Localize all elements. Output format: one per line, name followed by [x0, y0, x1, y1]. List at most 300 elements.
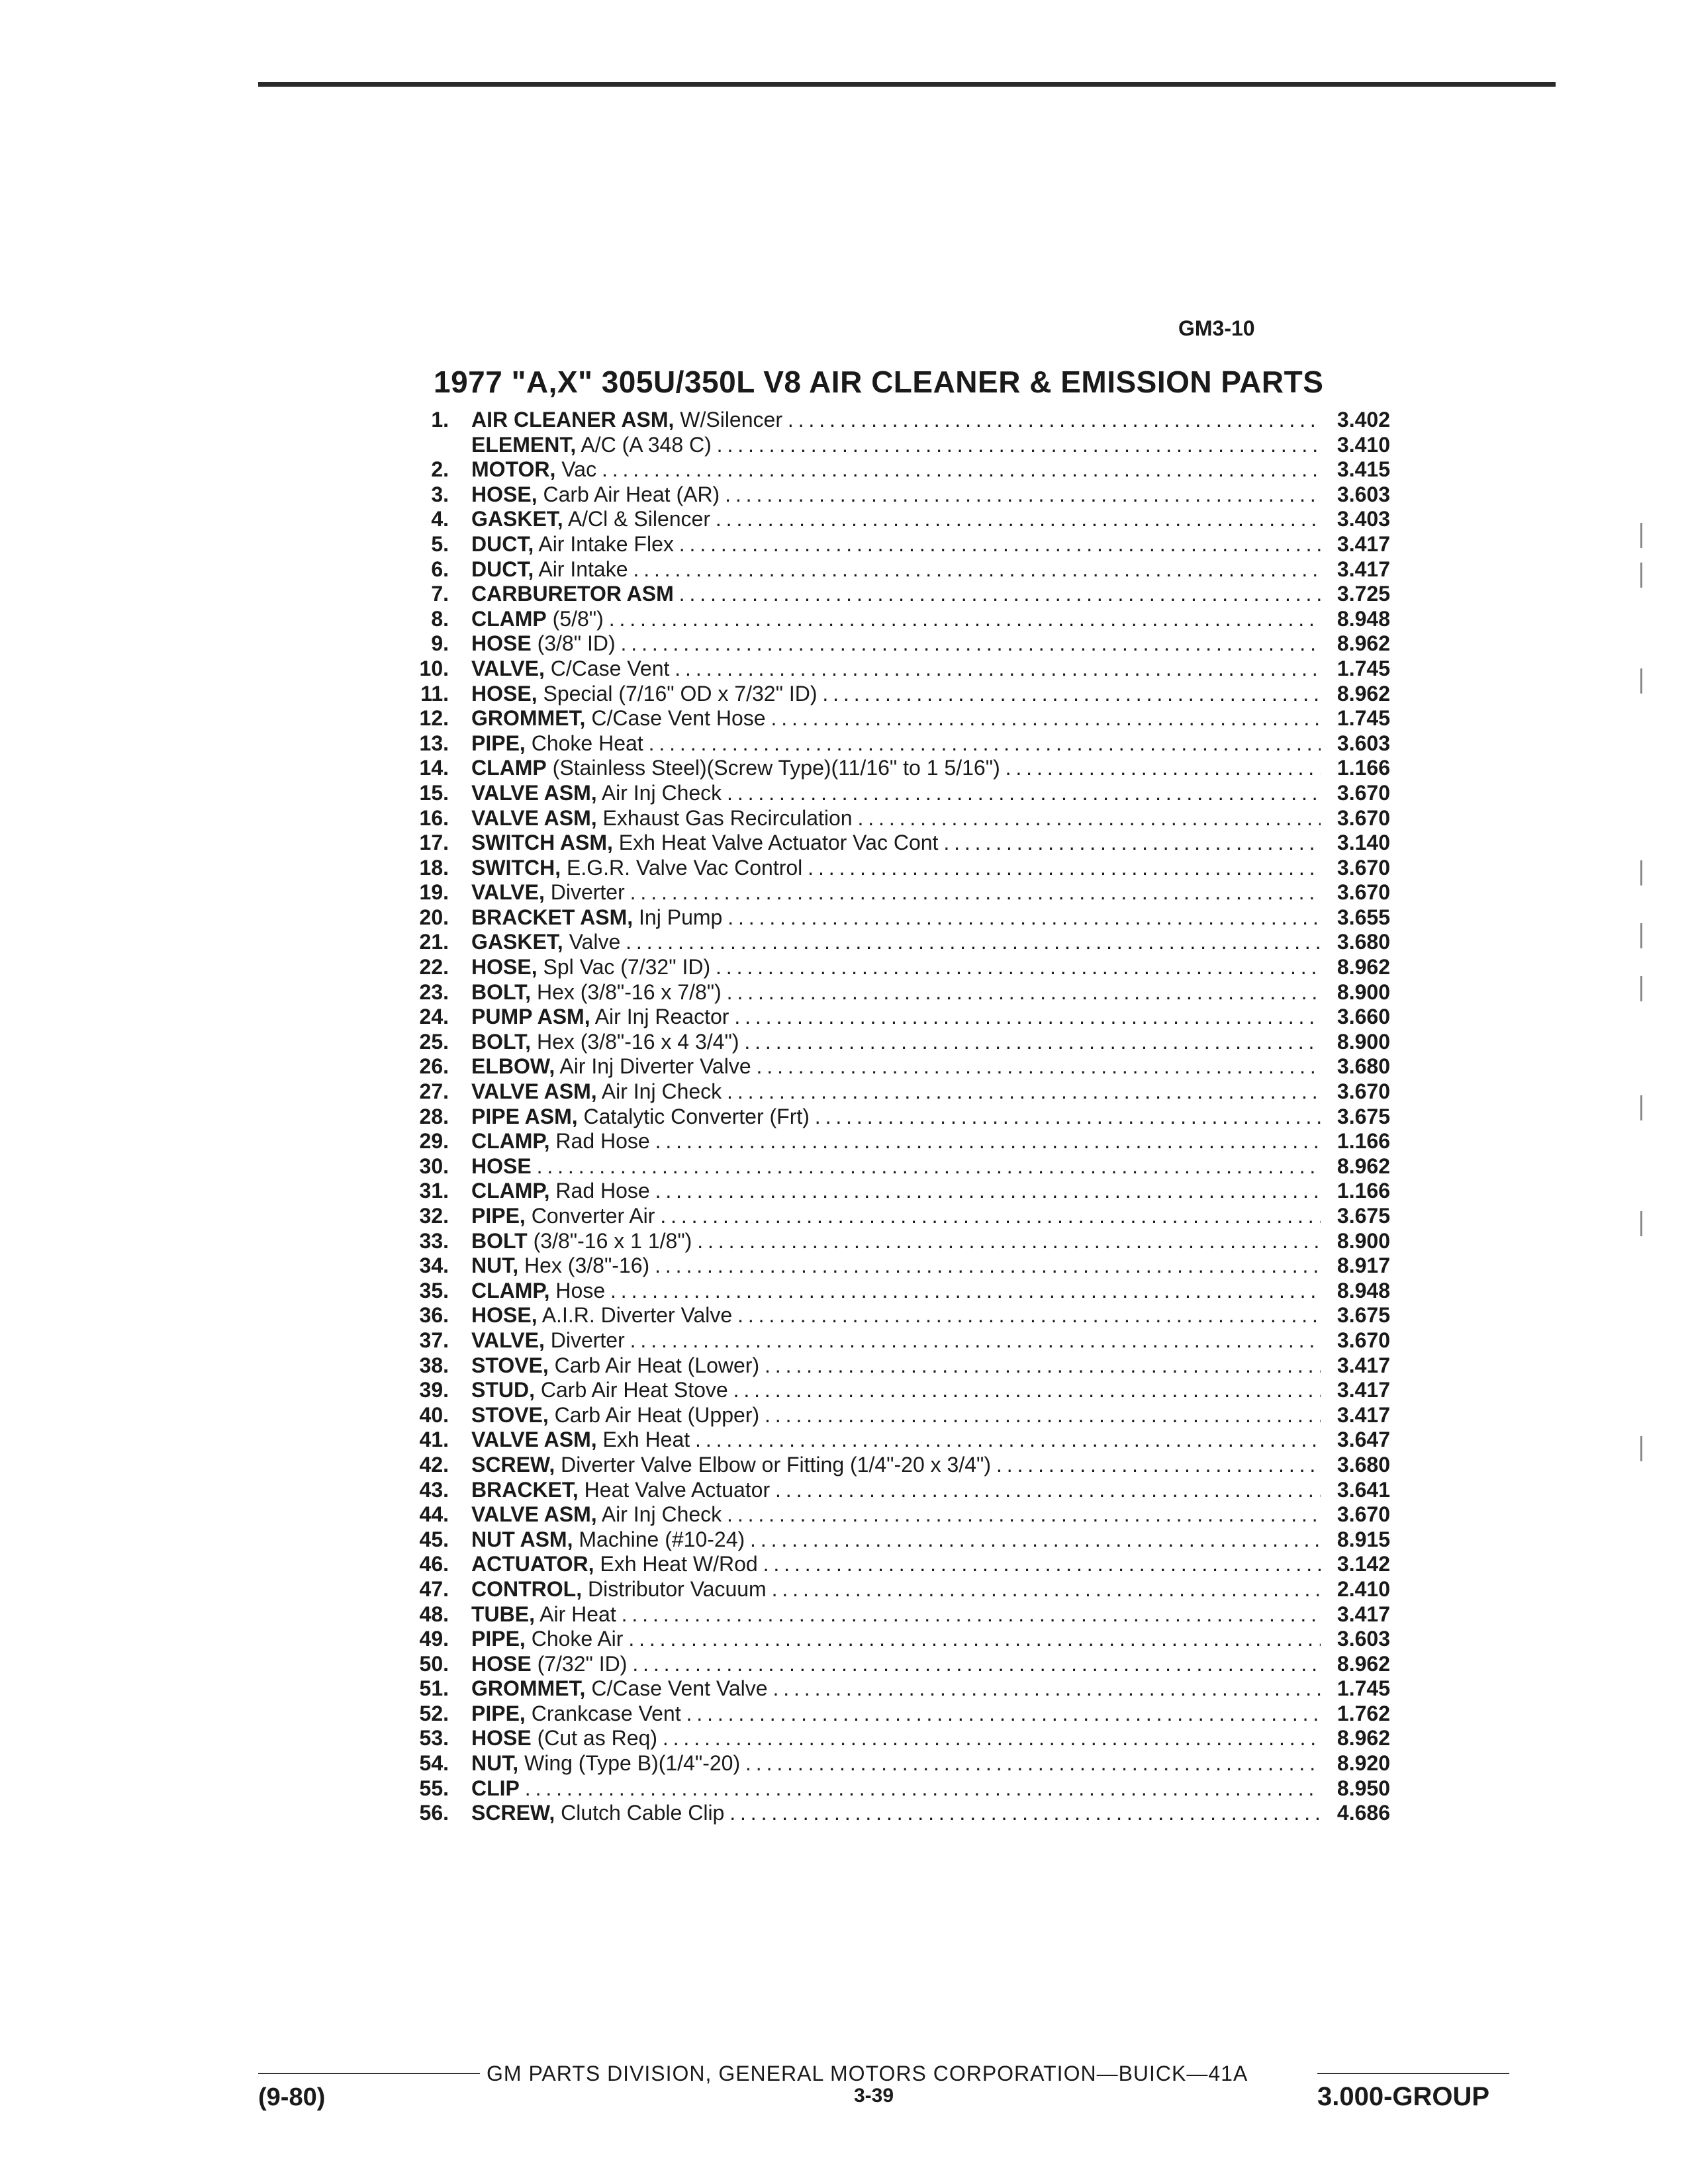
group-number: 1.745 — [1321, 1676, 1390, 1702]
part-name: VALVE ASM, — [471, 1079, 597, 1104]
part-row — [397, 1378, 1390, 1403]
part-detail: Wing (Type B)(1/4"-20) — [518, 1751, 741, 1776]
part-row — [397, 1751, 1390, 1776]
part-detail: Choke Heat — [525, 731, 643, 755]
part-name: BOLT — [471, 1228, 528, 1253]
part-name: STOVE, — [471, 1402, 549, 1427]
part-name: VALVE, — [471, 656, 545, 680]
part-number: 22. — [419, 955, 449, 979]
part-detail: Exh Heat W/Rod — [594, 1552, 758, 1576]
part-description — [471, 433, 1325, 458]
part-detail: (Stainless Steel)(Screw Type)(11/16" to 1 5/16") — [546, 756, 1000, 780]
part-name: VALVE ASM, — [471, 805, 597, 830]
part-row — [397, 856, 1390, 881]
part-detail: C/Case Vent Valve — [585, 1676, 768, 1701]
part-row — [397, 507, 1390, 532]
part-row — [397, 1353, 1390, 1379]
part-number: 19. — [419, 880, 449, 905]
part-number: 34. — [419, 1253, 449, 1278]
part-number: 29. — [419, 1129, 449, 1154]
part-row — [397, 1204, 1390, 1229]
part-number: 41. — [419, 1428, 449, 1452]
part-description — [471, 1478, 1325, 1503]
part-row — [397, 880, 1390, 905]
margin-mark — [1640, 1095, 1642, 1120]
group-number: 3.680 — [1321, 1054, 1390, 1079]
part-name: GROMMET, — [471, 706, 586, 731]
part-detail: Exh Heat — [596, 1428, 690, 1452]
parts-list — [397, 408, 1390, 1826]
part-detail: Carb Air Heat (Upper) — [548, 1402, 760, 1427]
part-name: STUD, — [471, 1378, 535, 1402]
part-row — [397, 1676, 1390, 1702]
part-row — [397, 1229, 1390, 1254]
part-detail: W/Silencer — [674, 408, 782, 432]
margin-mark — [1640, 860, 1642, 886]
part-name: ELEMENT, — [471, 432, 577, 457]
part-number: 24. — [419, 1005, 449, 1029]
part-row — [397, 831, 1390, 856]
part-name: VALVE ASM, — [471, 780, 597, 805]
part-description — [471, 631, 1325, 657]
part-detail: E.G.R. Valve Vac Control — [561, 855, 803, 880]
part-detail: Hex (3/8"-16 x 7/8") — [531, 979, 722, 1004]
part-number: 23. — [419, 979, 449, 1004]
part-name: CLAMP, — [471, 1278, 550, 1302]
part-name: CLAMP — [471, 606, 547, 631]
part-row — [397, 756, 1390, 781]
part-detail: Special (7/16" OD x 7/32" ID) — [537, 681, 818, 705]
part-row — [397, 1005, 1390, 1030]
part-name: DUCT, — [471, 557, 534, 581]
part-detail: Inj Pump — [633, 905, 723, 929]
part-number: 52. — [419, 1701, 449, 1725]
part-row — [397, 1527, 1390, 1553]
part-row — [397, 631, 1390, 657]
part-name: HOSE — [471, 631, 532, 656]
part-name: NUT, — [471, 1253, 519, 1278]
group-number: 3.670 — [1321, 856, 1390, 881]
group-number: 3.417 — [1321, 1602, 1390, 1627]
margin-mark — [1640, 923, 1642, 948]
part-row — [397, 1453, 1390, 1478]
part-detail: Diverter Valve Elbow or Fitting (1/4"-20 x 3/4") — [555, 1452, 992, 1477]
footer-rule — [258, 2073, 480, 2074]
part-row — [397, 1154, 1390, 1179]
part-name: VALVE ASM, — [471, 1428, 597, 1452]
part-row — [397, 1428, 1390, 1453]
part-row — [397, 1602, 1390, 1627]
part-number: 11. — [420, 681, 449, 705]
part-row — [397, 1627, 1390, 1652]
part-name: DUCT, — [471, 531, 534, 556]
part-description — [471, 806, 1325, 831]
part-number: 8. — [431, 606, 449, 631]
group-number: 8.962 — [1321, 1726, 1390, 1751]
part-number: 3. — [431, 482, 449, 506]
part-description — [471, 1253, 1325, 1279]
part-number: 56. — [419, 1801, 449, 1825]
margin-mark — [1640, 523, 1642, 548]
group-number: 3.680 — [1321, 1453, 1390, 1478]
part-description — [471, 1726, 1325, 1751]
plate-number: GM3-10 — [1178, 316, 1255, 340]
top-rule — [258, 82, 1556, 87]
part-row — [397, 1726, 1390, 1751]
part-name: NUT, — [471, 1751, 519, 1776]
part-name: PIPE, — [471, 1701, 526, 1725]
part-detail: (5/8") — [546, 606, 604, 631]
part-row — [397, 1552, 1390, 1577]
part-detail: C/Case Vent — [544, 656, 670, 680]
margin-mark — [1640, 1211, 1642, 1236]
part-number: 25. — [419, 1029, 449, 1054]
part-description — [471, 1676, 1325, 1702]
part-description — [471, 1030, 1325, 1055]
part-detail: Carb Air Heat Stove — [535, 1378, 728, 1402]
group-number: 8.920 — [1321, 1751, 1390, 1776]
part-description — [471, 1129, 1325, 1154]
part-detail: A/C (A 348 C) — [576, 432, 712, 457]
part-name: VALVE, — [471, 1328, 545, 1352]
part-row — [397, 806, 1390, 831]
part-row — [397, 1702, 1390, 1727]
group-number: 1.166 — [1321, 1129, 1390, 1154]
part-number: 18. — [419, 855, 449, 880]
part-number: 50. — [419, 1651, 449, 1676]
part-name: HOSE, — [471, 681, 538, 705]
group-number: 8.948 — [1321, 607, 1390, 632]
part-name: AIR CLEANER ASM, — [471, 408, 675, 432]
part-detail: Spl Vac (7/32" ID) — [537, 955, 711, 979]
part-name: PIPE, — [471, 731, 526, 755]
page-title: 1977 "A,X" 305U/350L V8 AIR CLEANER & EMISSION PARTS — [434, 365, 1324, 399]
part-description — [471, 1776, 1325, 1801]
part-name: TUBE, — [471, 1602, 535, 1626]
part-detail: Machine (#10-24) — [573, 1527, 745, 1551]
footer-date: (9-80) — [258, 2083, 326, 2111]
part-number: 21. — [419, 930, 449, 954]
part-name: ELBOW, — [471, 1054, 555, 1079]
part-name: BOLT, — [471, 979, 532, 1004]
part-detail: Air Intake Flex — [534, 531, 674, 556]
group-number: 8.900 — [1321, 1229, 1390, 1254]
part-row — [397, 731, 1390, 756]
part-number: 15. — [419, 780, 449, 805]
group-number: 3.417 — [1321, 1403, 1390, 1428]
part-detail: Converter Air — [525, 1204, 655, 1228]
part-row — [397, 532, 1390, 557]
part-number: 48. — [419, 1602, 449, 1626]
part-detail: Exh Heat Valve Actuator Vac Cont — [612, 831, 939, 855]
part-name: CARBURETOR ASM — [471, 582, 674, 606]
part-description — [471, 1105, 1325, 1130]
part-row — [397, 557, 1390, 582]
part-description — [471, 482, 1325, 508]
part-description — [471, 905, 1325, 931]
part-description — [471, 1204, 1325, 1229]
part-name: HOSE, — [471, 955, 538, 979]
part-row — [397, 905, 1390, 931]
group-number: 3.417 — [1321, 1378, 1390, 1403]
group-number: 2.410 — [1321, 1577, 1390, 1602]
part-description — [471, 880, 1325, 905]
part-description — [471, 1577, 1325, 1602]
group-number: 3.641 — [1321, 1478, 1390, 1503]
part-description — [471, 1154, 1325, 1179]
group-number: 3.417 — [1321, 1353, 1390, 1379]
part-detail: Carb Air Heat (Lower) — [548, 1353, 760, 1377]
part-description — [471, 507, 1325, 532]
part-description — [471, 1801, 1325, 1826]
part-number: 37. — [419, 1328, 449, 1352]
part-number: 1. — [431, 408, 449, 432]
part-number: 54. — [419, 1751, 449, 1776]
group-number: 8.917 — [1321, 1253, 1390, 1279]
part-number: 38. — [419, 1353, 449, 1377]
group-number: 8.948 — [1321, 1279, 1390, 1304]
part-name: GASKET, — [471, 930, 563, 954]
part-number: 13. — [419, 731, 449, 755]
part-row — [397, 1105, 1390, 1130]
part-name: VALVE, — [471, 880, 545, 905]
part-number: 36. — [419, 1303, 449, 1328]
margin-mark — [1640, 563, 1642, 588]
part-name: HOSE — [471, 1726, 532, 1751]
part-detail: Distributor Vacuum — [582, 1576, 767, 1601]
part-description — [471, 781, 1325, 806]
part-description — [471, 856, 1325, 881]
part-description — [471, 980, 1325, 1005]
group-number: 1.166 — [1321, 756, 1390, 781]
part-number: 55. — [419, 1776, 449, 1800]
part-description — [471, 1054, 1325, 1079]
part-description — [471, 408, 1325, 433]
part-name: GROMMET, — [471, 1676, 586, 1701]
part-description — [471, 1552, 1325, 1577]
part-row — [397, 1801, 1390, 1826]
part-detail: Hex (3/8"-16) — [518, 1253, 650, 1278]
part-number: 31. — [419, 1179, 449, 1203]
part-row — [397, 1079, 1390, 1105]
part-description — [471, 1453, 1325, 1478]
part-row — [397, 1403, 1390, 1428]
group-number: 1.166 — [1321, 1179, 1390, 1204]
part-name: CONTROL, — [471, 1576, 583, 1601]
part-name: PUMP ASM, — [471, 1005, 590, 1029]
part-detail: Crankcase Vent — [525, 1701, 681, 1725]
part-description — [471, 1527, 1325, 1553]
part-description — [471, 582, 1325, 607]
part-description — [471, 657, 1325, 682]
part-detail: (3/8"-16 x 1 1/8") — [527, 1228, 692, 1253]
part-row — [397, 1179, 1390, 1204]
part-row — [397, 408, 1390, 433]
group-number: 3.402 — [1321, 408, 1390, 433]
part-row — [397, 657, 1390, 682]
part-description — [471, 1602, 1325, 1627]
part-detail: Air Intake — [534, 557, 628, 581]
part-name: HOSE — [471, 1154, 532, 1178]
part-detail: Air Inj Diverter Valve — [555, 1054, 751, 1079]
part-detail: Air Inj Check — [596, 780, 722, 805]
group-number: 4.686 — [1321, 1801, 1390, 1826]
part-detail: Carb Air Heat (AR) — [537, 482, 720, 506]
part-detail: Rad Hose — [549, 1129, 650, 1154]
part-number: 49. — [419, 1627, 449, 1651]
part-detail: C/Case Vent Hose — [585, 706, 766, 731]
part-number: 28. — [419, 1104, 449, 1128]
part-name: BRACKET ASM, — [471, 905, 633, 929]
part-description — [471, 756, 1325, 781]
group-number: 3.603 — [1321, 1627, 1390, 1652]
group-number: 8.950 — [1321, 1776, 1390, 1801]
footer-publisher: GM PARTS DIVISION, GENERAL MOTORS CORPORATION—BUICK—41A — [487, 2062, 1248, 2085]
part-detail: Hose — [549, 1278, 606, 1302]
part-detail: Rad Hose — [549, 1179, 650, 1203]
part-name: BRACKET, — [471, 1477, 579, 1502]
part-row — [397, 1279, 1390, 1304]
part-name: CLAMP — [471, 756, 547, 780]
part-name: GASKET, — [471, 507, 563, 531]
group-number: 3.655 — [1321, 905, 1390, 931]
part-detail: Vac — [555, 457, 597, 482]
part-row — [397, 1054, 1390, 1079]
group-number: 3.675 — [1321, 1303, 1390, 1328]
part-number: 5. — [431, 531, 449, 556]
part-row — [397, 1577, 1390, 1602]
part-detail: Catalytic Converter (Frt) — [577, 1104, 810, 1128]
part-number: 45. — [419, 1527, 449, 1551]
group-number: 8.962 — [1321, 1154, 1390, 1179]
group-number: 3.647 — [1321, 1428, 1390, 1453]
margin-mark — [1640, 668, 1642, 694]
part-number: 26. — [419, 1054, 449, 1079]
group-number: 8.962 — [1321, 682, 1390, 707]
group-number: 3.417 — [1321, 532, 1390, 557]
group-number: 3.660 — [1321, 1005, 1390, 1030]
part-name: SCREW, — [471, 1801, 555, 1825]
part-name: HOSE — [471, 1651, 532, 1676]
part-description — [471, 457, 1325, 482]
part-row — [397, 1328, 1390, 1353]
group-number: 3.415 — [1321, 457, 1390, 482]
part-description — [471, 1652, 1325, 1677]
part-row — [397, 1253, 1390, 1279]
group-number: 8.915 — [1321, 1527, 1390, 1553]
part-number: 51. — [419, 1676, 449, 1701]
part-number: 35. — [419, 1278, 449, 1302]
part-row — [397, 955, 1390, 980]
part-detail: Air Inj Check — [596, 1502, 722, 1527]
part-detail: Diverter — [544, 880, 625, 905]
part-detail: Diverter — [544, 1328, 625, 1352]
part-name: PIPE, — [471, 1204, 526, 1228]
group-number: 3.670 — [1321, 880, 1390, 905]
part-row — [397, 1303, 1390, 1328]
part-detail: (7/32" ID) — [531, 1651, 628, 1676]
part-name: MOTOR, — [471, 457, 556, 482]
part-name: PIPE ASM, — [471, 1104, 578, 1128]
part-description — [471, 1627, 1325, 1652]
group-number: 3.142 — [1321, 1552, 1390, 1577]
part-name: NUT ASM, — [471, 1527, 573, 1551]
page-number: 3-39 — [854, 2085, 894, 2107]
part-number: 12. — [419, 706, 449, 731]
part-description — [471, 731, 1325, 756]
part-name: BOLT, — [471, 1029, 532, 1054]
part-detail: Choke Air — [525, 1627, 624, 1651]
group-number: 3.675 — [1321, 1105, 1390, 1130]
part-number: 10. — [419, 656, 449, 680]
part-name: CLAMP, — [471, 1179, 550, 1203]
part-number: 30. — [419, 1154, 449, 1178]
part-number: 14. — [419, 756, 449, 780]
group-number: 3.140 — [1321, 831, 1390, 856]
part-number: 47. — [419, 1576, 449, 1601]
part-row — [397, 1652, 1390, 1677]
part-number: 42. — [419, 1452, 449, 1477]
part-number: 39. — [419, 1378, 449, 1402]
group-number: 3.670 — [1321, 806, 1390, 831]
part-name: PIPE, — [471, 1627, 526, 1651]
part-description — [471, 1005, 1325, 1030]
part-number: 4. — [431, 507, 449, 531]
part-number: 44. — [419, 1502, 449, 1527]
part-description — [471, 706, 1325, 731]
part-detail: Valve — [563, 930, 621, 954]
footer-group: 3.000-GROUP — [1317, 2082, 1490, 2111]
group-number: 3.670 — [1321, 781, 1390, 806]
part-row — [397, 482, 1390, 508]
group-number: 1.745 — [1321, 706, 1390, 731]
margin-mark — [1640, 1436, 1642, 1461]
part-number: 32. — [419, 1204, 449, 1228]
group-number: 1.745 — [1321, 657, 1390, 682]
group-number: 3.670 — [1321, 1079, 1390, 1105]
group-number: 3.670 — [1321, 1502, 1390, 1527]
part-name: SWITCH ASM, — [471, 831, 613, 855]
group-number: 8.962 — [1321, 1652, 1390, 1677]
part-detail: Heat Valve Actuator — [578, 1477, 771, 1502]
part-row — [397, 1030, 1390, 1055]
part-number: 16. — [419, 805, 449, 830]
part-number: 7. — [431, 582, 449, 606]
part-detail: A.I.R. Diverter Valve — [537, 1303, 733, 1328]
part-detail: (Cut as Req) — [531, 1726, 657, 1751]
part-description — [471, 955, 1325, 980]
part-detail: A/Cl & Silencer — [563, 507, 710, 531]
group-number: 3.417 — [1321, 557, 1390, 582]
part-name: SCREW, — [471, 1452, 555, 1477]
margin-mark — [1640, 976, 1642, 1001]
group-number: 3.725 — [1321, 582, 1390, 607]
part-name: SWITCH, — [471, 855, 561, 880]
part-row — [397, 1502, 1390, 1527]
part-detail: Air Inj Check — [596, 1079, 722, 1104]
part-number: 46. — [419, 1552, 449, 1576]
part-name: CLAMP, — [471, 1129, 550, 1154]
part-row — [397, 607, 1390, 632]
part-description — [471, 1403, 1325, 1428]
part-row — [397, 781, 1390, 806]
part-description — [471, 1428, 1325, 1453]
part-name: HOSE, — [471, 482, 538, 506]
part-row — [397, 457, 1390, 482]
part-description — [471, 1353, 1325, 1379]
group-number: 3.680 — [1321, 930, 1390, 955]
part-row — [397, 433, 1390, 458]
